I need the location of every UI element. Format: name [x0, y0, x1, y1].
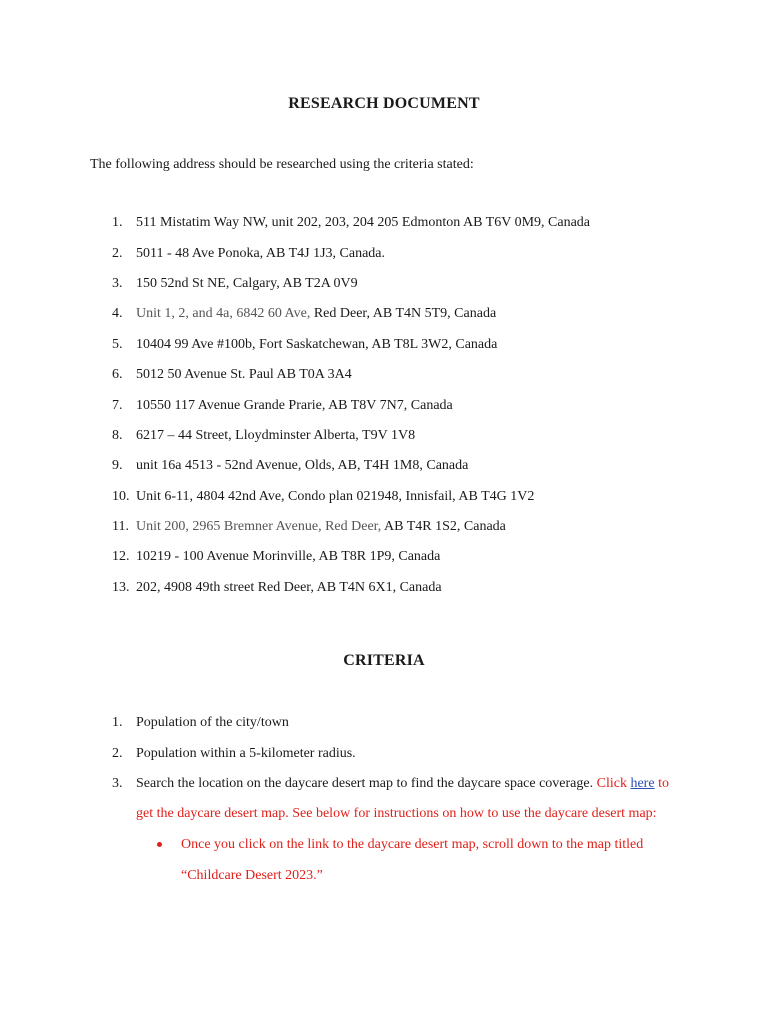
document-title: RESEARCH DOCUMENT	[288, 95, 480, 112]
bullet-line-2: “Childcare Desert 2023.”	[181, 868, 323, 883]
document-page: RESEARCH DOCUMENT The following address should be researched using the criteria stated: 1. 511 Mistatim Way NW, unit 202, 203, 204 205 Edmonton AB T6V 0M9, Canada 2. 5011 - 48 Ave Ponoka, AB T4J 1J3, Canada. 3. 150 52nd St NE, Calgary, AB T2A 0V9 4. Unit 1, 2, and 4a, 6842 60 Ave, Red Deer, AB T4N 5T9, Canada 5. 10404 99 Ave #100b, Fort Saskatchewan, AB T8L 3W2, Canada 6. 5012 50 Avenue St. Paul AB T0A 3A4 7. 10550 117 Avenue Grande Prarie, AB T8V 7N7, Canada 8. 6217 – 44 Street, Lloydminster Alberta, T9V 1V8 9. unit 16a 4513 - 52nd Avenue, Olds, AB, T4H 1M8, Canada 10. Unit 6-11, 4804 42nd Ave, Condo plan 021948, Innisfail, AB T4G 1V2 11. Unit 200, 2965 Bremner Avenue, Red Deer, AB T4R 1S2, Canada 12. 10219 - 100 Avenue Morinville, AB T8R 1P9, Canada 13. 202, 4908 49th street Red Deer, AB T4N 6X1, Canada CRITERIA 1. Population of the city/town 2. Population within a 5-kilometer radius. 3. Search the location on the daycare desert map to find the daycare space coverage. Click here to get the daycare desert map. See below for instructions on how to use the daycare desert map: Once you click on the link to the daycare desert map, scroll down to the map titled “Childcare Desert 2023.”	[0, 0, 768, 1024]
intro-text: The following address should be researched using the criteria stated:	[90, 157, 474, 172]
criteria-3-continuation: get the daycare desert map. See below for instructions on how to use the daycare desert map:	[136, 806, 657, 821]
daycare-desert-map-link[interactable]: here	[630, 776, 655, 791]
bullet-dot-icon	[157, 842, 162, 847]
criteria-title: CRITERIA	[343, 652, 425, 669]
bullet-line-1: Once you click on the link to the daycare desert map, scroll down to the map titled	[181, 837, 644, 852]
